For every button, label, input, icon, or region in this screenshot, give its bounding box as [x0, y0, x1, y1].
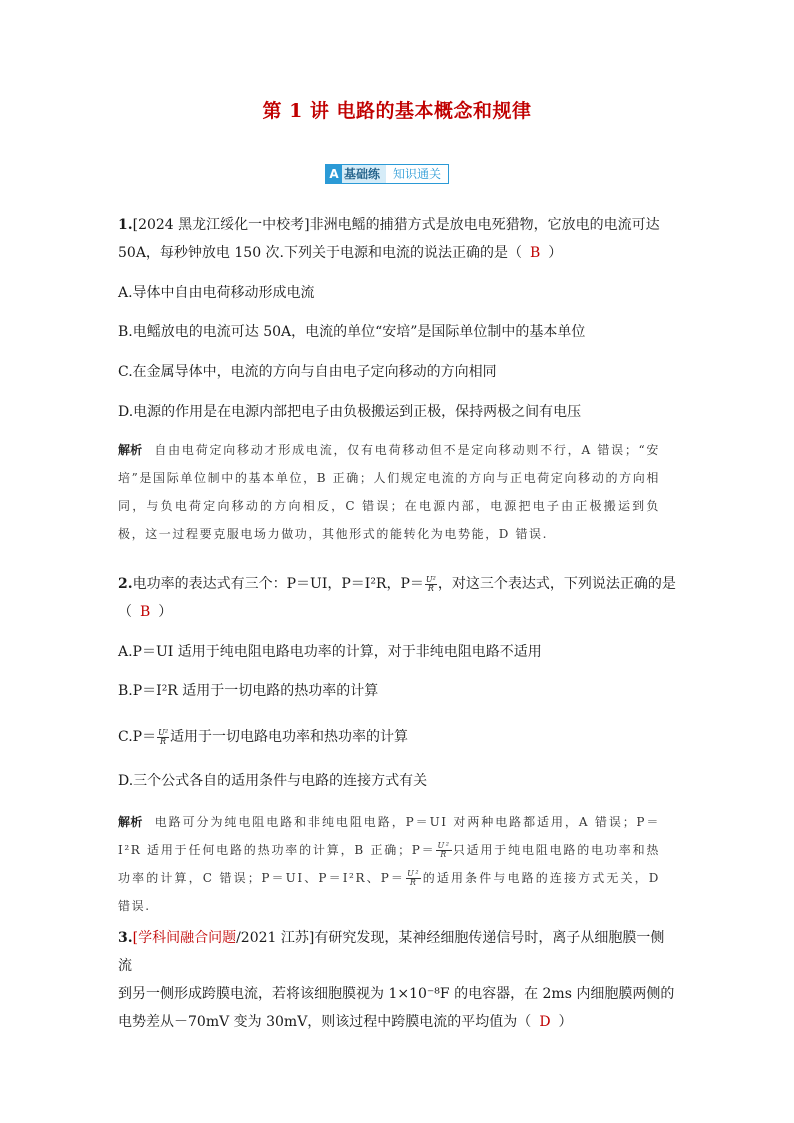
- question-1-option-c: C.在金属导体中，电流的方向与自由电子定向移动的方向相同: [118, 364, 497, 380]
- question-1-option-b: B.电鳐放电的电流可达 50A，电流的单位“安培”是国际单位制中的基本单位: [118, 324, 586, 340]
- fraction-u2-over-r: $\frac{\text{U²}}{R}$: [425, 574, 436, 593]
- question-1-option-d: D.电源的作用是在电源内部把电子由负极搬运到正极，保持两极之间有电压: [118, 404, 582, 420]
- question-3-line-2: 到另一侧形成跨膜电流，若将该细胞膜视为 1×10⁻⁸F 的电容器，在 2ms 内细胞膜两侧的: [118, 986, 675, 1002]
- question-3-line-3: 电势差从－70mV 变为 30mV，则该过程中跨膜电流的平均值为（ D ）: [118, 1014, 573, 1030]
- fraction-u2-over-r: $\frac{\text{U²}}{R}$: [437, 841, 451, 859]
- analysis-label: 解析: [118, 815, 143, 829]
- question-1-line-2: 50A，每秒钟放电 150 次.下列关于电源和电流的说法正确的是（ B ）: [118, 245, 563, 261]
- question-2-line-1: 2.电功率的表达式有三个：P＝UI，P＝I²R，P＝ $\frac{\text{U²}}{R}$ ，对这三个表达式，下列说法正确的是: [118, 574, 676, 593]
- section-badge: [325, 164, 449, 184]
- badge-sub-label: 知识通关: [386, 165, 448, 183]
- badge-main-label: 基础练: [342, 165, 386, 183]
- question-2-analysis: 解析 电路可分为纯电阻电路和非纯电阻电路，P＝UI 对两种电路都适用，A 错误；P＝I²R 适用于任何电路的热功率的计算，B 正确；P＝ $\frac{\text{U²}}{R}$ 只适用于纯电阻电路的电功率和热功率的计算，C 错误；P＝UI、P＝I²R、P＝ $\frac{\text{U²}}{R}$ 的适用条件与电路的连接方式无关，D 错误.: [118, 815, 660, 913]
- question-1-number: 1.: [118, 217, 133, 233]
- question-2-option-b: B.P＝I²R 适用于一切电路的热功率的计算: [118, 683, 379, 699]
- question-3-tag: [学科间融合问题: [132, 930, 237, 946]
- page-title: 第 1 讲 电路的基本概念和规律: [262, 100, 532, 122]
- question-3-stem: [118, 924, 678, 1036]
- question-2-stem: [118, 570, 678, 626]
- question-2-option-a: A.P＝UI 适用于纯电阻电路电功率的计算，对于非纯电阻电路不适用: [118, 644, 542, 660]
- badge-letter: A: [326, 165, 342, 183]
- analysis-label: 解析: [118, 443, 143, 457]
- question-1-answer: B: [530, 245, 541, 261]
- question-2-number: 2.: [118, 576, 133, 592]
- question-3-answer: D: [539, 1014, 551, 1030]
- question-1-stem: [118, 211, 678, 267]
- question-1-option-a: A.导体中自由电荷移动形成电流: [118, 285, 315, 301]
- question-2-option-d: D.三个公式各自的适用条件与电路的连接方式有关: [118, 773, 428, 789]
- question-2-line-2: （ B ）: [118, 604, 173, 620]
- question-1-line-1: 1.[2024 黑龙江绥化一中校考]非洲电鳐的捕猎方式是放电电死猎物，它放电的电流可达: [118, 217, 660, 233]
- question-1-analysis: 解析 自由电荷定向移动才形成电流，仅有电荷移动但不是定向移动则不行，A 错误；“安培”是国际单位制中的基本单位，B 正确；人们规定电流的方向与正电荷定向移动的方向相同，与负电荷定向移动的方向相反，C 错误；在电源内部，电源把电子由正极搬运到负极，这一过程要克服电场力做功，其他形式的能转化为电势能，D 错误.: [118, 443, 660, 541]
- fraction-u2-over-r: $\frac{\text{U²}}{R}$: [158, 727, 169, 746]
- question-3-number: 3.: [118, 930, 133, 946]
- question-2-option-c: C.P＝ $\frac{\text{U²}}{R}$ 适用于一切电路电功率和热功率的计算: [118, 727, 409, 746]
- question-2-answer: B: [140, 604, 151, 620]
- fraction-u2-over-r: $\frac{\text{U²}}{R}$: [407, 869, 421, 887]
- question-3-line-1: 3.[学科间融合问题/2021 江苏]有研究发现，某神经细胞传递信号时，离子从细胞膜一侧流: [118, 930, 665, 974]
